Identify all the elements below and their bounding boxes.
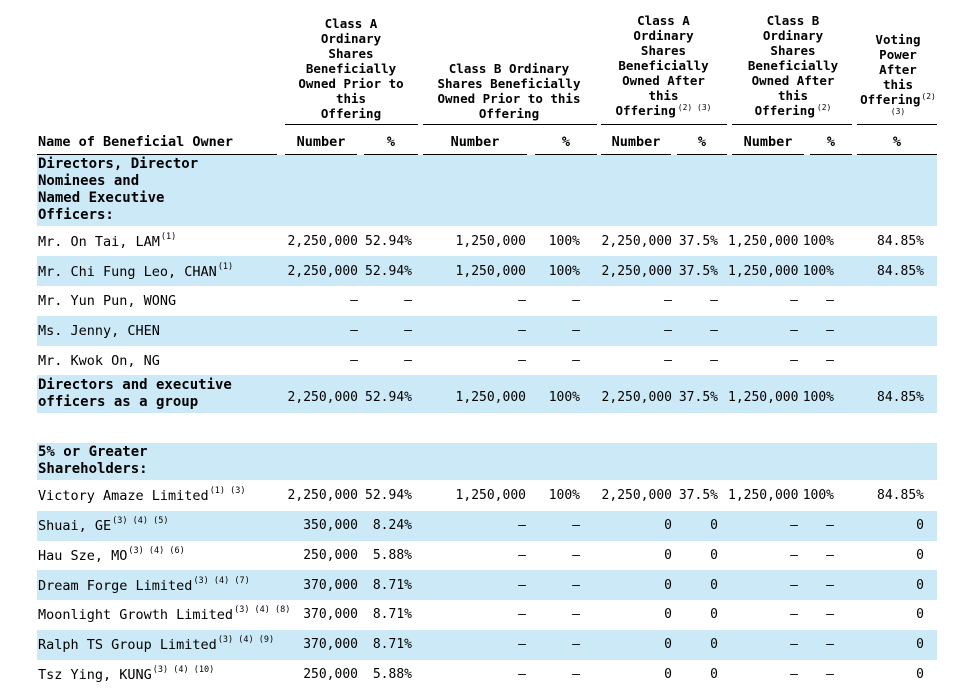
cell-value: 0	[710, 607, 718, 622]
cell-value: 0	[710, 548, 718, 563]
cell-value: —	[404, 293, 412, 308]
table-row	[0, 376, 957, 412]
owner-name-text: Mr. Chi Fung Leo, CHAN	[38, 264, 217, 280]
cell-value: 100%	[802, 488, 834, 503]
cell-value: 0	[916, 607, 924, 622]
footnote-ref: (1)	[217, 262, 234, 272]
footnote-ref: (3) (4) (6)	[128, 546, 185, 556]
cell-value: 0	[664, 607, 672, 622]
owner-name-text: Mr. On Tai, LAM	[38, 234, 160, 250]
cell-value: —	[664, 353, 672, 368]
cell-value: —	[790, 353, 798, 368]
cell-value: 0	[710, 578, 718, 593]
cell-value: 250,000	[303, 667, 358, 682]
cell-value: —	[790, 578, 798, 593]
owner-name-text: Mr. Kwok On, NG	[38, 353, 160, 369]
header-name-of-owner: Name of Beneficial Owner	[38, 134, 234, 150]
cell-value: 250,000	[303, 548, 358, 563]
owner-name-text: Mr. Yun Pun, WONG	[38, 293, 177, 309]
cell-value: 84.85%	[877, 488, 924, 503]
cell-value: —	[518, 353, 526, 368]
subhead-number: Number	[296, 134, 346, 150]
cell-value: —	[790, 667, 798, 682]
cell-value: —	[710, 353, 718, 368]
table-row	[0, 662, 957, 688]
cell-value: —	[518, 293, 526, 308]
header-class-b-prior: Class B Ordinary Shares Beneficially Owned Prior to this Offering	[437, 61, 581, 121]
cell-value: 0	[710, 518, 718, 533]
cell-value: 2,250,000	[601, 264, 672, 279]
cell-value: 0	[710, 637, 718, 652]
subhead-percent: %	[892, 134, 902, 150]
cell-value: 2,250,000	[601, 234, 672, 249]
owner-name	[38, 487, 246, 505]
table-row	[0, 602, 957, 628]
cell-value: 0	[664, 667, 672, 682]
cell-value: —	[350, 323, 358, 338]
header-voting-power-note: (2) (3)	[890, 92, 936, 116]
cell-value: —	[826, 637, 834, 652]
owner-name	[38, 517, 168, 535]
cell-value: —	[790, 548, 798, 563]
header-class-b-after-note: (2)	[816, 103, 832, 112]
cell-value: —	[350, 353, 358, 368]
owner-name	[38, 577, 250, 595]
subheader-rule	[810, 154, 852, 155]
subhead-percent: %	[386, 134, 396, 150]
cell-value: —	[404, 323, 412, 338]
cell-value: 0	[916, 578, 924, 593]
cell-value: —	[404, 353, 412, 368]
section-band-shareholders	[37, 443, 937, 480]
owner-name-text: Ralph TS Group Limited	[38, 637, 217, 653]
cell-value: 1,250,000	[455, 234, 526, 249]
cell-value: —	[790, 518, 798, 533]
table-row	[0, 573, 957, 599]
cell-value: —	[710, 293, 718, 308]
cell-value: 0	[916, 518, 924, 533]
cell-value: —	[790, 293, 798, 308]
cell-value: —	[518, 578, 526, 593]
cell-value: 100%	[548, 264, 580, 279]
cell-value: 37.5%	[678, 234, 718, 249]
cell-value: 1,250,000	[728, 488, 799, 503]
cell-value: 37.5%	[678, 390, 718, 405]
cell-value: —	[826, 353, 834, 368]
cell-value: 1,250,000	[728, 264, 799, 279]
cell-value: 100%	[548, 488, 580, 503]
cell-value: —	[572, 548, 580, 563]
cell-value: 52.94%	[365, 488, 412, 503]
cell-value: —	[572, 323, 580, 338]
cell-value: 5.88%	[372, 667, 412, 682]
subheader-rule	[601, 154, 671, 155]
cell-value: 0	[664, 548, 672, 563]
header-rule	[285, 124, 418, 125]
cell-value: 0	[916, 548, 924, 563]
header-voting-power	[857, 32, 939, 122]
owner-name	[38, 292, 176, 310]
owner-name	[38, 263, 233, 281]
header-class-a-prior: Class A Ordinary Shares Beneficially Owned Prior to this Offering	[298, 16, 404, 121]
table-row	[0, 632, 957, 658]
header-rule	[732, 124, 852, 125]
owner-name-text: Moonlight Growth Limited	[38, 607, 234, 623]
cell-value: 37.5%	[678, 488, 718, 503]
footnote-ref: (3) (4) (10)	[152, 665, 215, 675]
cell-value: —	[572, 353, 580, 368]
cell-value: —	[518, 667, 526, 682]
header-rule	[857, 124, 937, 125]
cell-value: 5.88%	[372, 548, 412, 563]
cell-value: —	[518, 323, 526, 338]
cell-value: 370,000	[303, 578, 358, 593]
owner-name-text: Directors and executive officers as a group	[38, 377, 232, 410]
cell-value: 1,250,000	[455, 264, 526, 279]
footnote-ref: (3) (4) (5)	[112, 516, 169, 526]
owner-name	[38, 636, 274, 654]
cell-value: —	[826, 323, 834, 338]
cell-value: —	[572, 293, 580, 308]
cell-value: —	[518, 637, 526, 652]
cell-value: —	[826, 578, 834, 593]
cell-value: —	[572, 578, 580, 593]
cell-value: 8.24%	[372, 518, 412, 533]
subheader-rule	[677, 154, 727, 155]
cell-value: 100%	[802, 390, 834, 405]
subhead-number: Number	[743, 134, 793, 150]
section-shareholders: 5% or Greater Shareholders:	[38, 444, 148, 477]
cell-value: 2,250,000	[601, 390, 672, 405]
subhead-percent: %	[826, 134, 836, 150]
cell-value: 350,000	[303, 518, 358, 533]
table-row	[0, 288, 957, 314]
owner-name-text: Ms. Jenny, CHEN	[38, 323, 160, 339]
cell-value: 1,250,000	[728, 234, 799, 249]
cell-value: 0	[664, 637, 672, 652]
cell-value: 0	[664, 518, 672, 533]
header-rule	[423, 124, 597, 125]
cell-value: 370,000	[303, 637, 358, 652]
cell-value: —	[790, 607, 798, 622]
subhead-percent: %	[561, 134, 571, 150]
cell-value: —	[518, 548, 526, 563]
subheader-rule	[423, 154, 527, 155]
table-row	[0, 259, 957, 285]
owner-name	[38, 377, 232, 411]
cell-value: 2,250,000	[287, 234, 358, 249]
header-class-a-after	[600, 13, 727, 118]
header-rule	[601, 124, 727, 125]
cell-value: 2,250,000	[287, 390, 358, 405]
cell-value: 100%	[802, 234, 834, 249]
owner-name-text: Victory Amaze Limited	[38, 488, 209, 504]
cell-value: 52.94%	[365, 390, 412, 405]
cell-value: —	[826, 548, 834, 563]
cell-value: 84.85%	[877, 234, 924, 249]
subheader-rule	[535, 154, 597, 155]
cell-value: —	[518, 518, 526, 533]
subhead-number: Number	[611, 134, 661, 150]
header-class-b-after-text: Class B Ordinary Shares Beneficially Owned After this Offering	[747, 13, 839, 118]
header-class-b-after	[732, 13, 854, 118]
table-row	[0, 229, 957, 255]
table-row	[0, 483, 957, 509]
cell-value: —	[790, 637, 798, 652]
owner-name	[38, 322, 160, 340]
cell-value: —	[664, 293, 672, 308]
cell-value: 100%	[548, 390, 580, 405]
footnote-ref: (3) (4) (8)	[234, 605, 291, 615]
cell-value: 0	[664, 578, 672, 593]
table-row	[0, 348, 957, 374]
cell-value: 2,250,000	[287, 264, 358, 279]
cell-value: —	[350, 293, 358, 308]
cell-value: —	[826, 667, 834, 682]
cell-value: 8.71%	[372, 637, 412, 652]
cell-value: 100%	[802, 264, 834, 279]
cell-value: 370,000	[303, 607, 358, 622]
cell-value: 84.85%	[877, 264, 924, 279]
cell-value: —	[572, 637, 580, 652]
cell-value: 37.5%	[678, 264, 718, 279]
cell-value: 8.71%	[372, 578, 412, 593]
cell-value: 0	[710, 667, 718, 682]
cell-value: 52.94%	[365, 264, 412, 279]
cell-value: —	[826, 518, 834, 533]
cell-value: 1,250,000	[455, 488, 526, 503]
cell-value: 2,250,000	[601, 488, 672, 503]
subheader-rule	[37, 154, 277, 155]
cell-value: —	[790, 323, 798, 338]
footnote-ref: (3) (4) (7)	[193, 576, 250, 586]
cell-value: 8.71%	[372, 607, 412, 622]
header-class-a-after-text: Class A Ordinary Shares Beneficially Owned After this Offering	[615, 13, 709, 118]
cell-value: 0	[916, 637, 924, 652]
subheader-rule	[285, 154, 357, 155]
header-class-a-after-note: (2) (3)	[677, 103, 712, 112]
cell-value: —	[572, 667, 580, 682]
cell-value: —	[664, 323, 672, 338]
cell-value: 1,250,000	[728, 390, 799, 405]
table-row	[0, 543, 957, 569]
footnote-ref: (1)	[160, 232, 177, 242]
subheader-rule	[732, 154, 804, 155]
owner-name-text: Hau Sze, MO	[38, 548, 128, 564]
owner-name-text: Dream Forge Limited	[38, 578, 193, 594]
owner-name	[38, 547, 185, 565]
subheader-rule	[857, 154, 937, 155]
cell-value: —	[826, 293, 834, 308]
cell-value: 0	[916, 667, 924, 682]
cell-value: —	[572, 518, 580, 533]
owner-name-text: Tsz Ying, KUNG	[38, 667, 152, 683]
cell-value: —	[710, 323, 718, 338]
section-directors: Directors, Director Nominees and Named Executive Officers:	[38, 156, 199, 223]
footnote-ref: (1) (3)	[209, 486, 246, 496]
table-row	[0, 318, 957, 344]
owner-name	[38, 666, 214, 684]
owner-name-text: Shuai, GE	[38, 518, 112, 534]
owner-name	[38, 606, 290, 624]
cell-value: —	[572, 607, 580, 622]
cell-value: 84.85%	[877, 390, 924, 405]
cell-value: —	[518, 607, 526, 622]
subhead-percent: %	[697, 134, 707, 150]
header-voting-power-text: Voting Power After this Offering	[860, 32, 921, 107]
subhead-number: Number	[450, 134, 500, 150]
cell-value: —	[826, 607, 834, 622]
cell-value: 1,250,000	[455, 390, 526, 405]
footnote-ref: (3) (4) (9)	[217, 635, 275, 645]
subheader-rule	[364, 154, 418, 155]
owner-name	[38, 233, 176, 251]
cell-value: 100%	[548, 234, 580, 249]
table-row	[0, 513, 957, 539]
owner-name	[38, 352, 160, 370]
cell-value: 2,250,000	[287, 488, 358, 503]
cell-value: 52.94%	[365, 234, 412, 249]
